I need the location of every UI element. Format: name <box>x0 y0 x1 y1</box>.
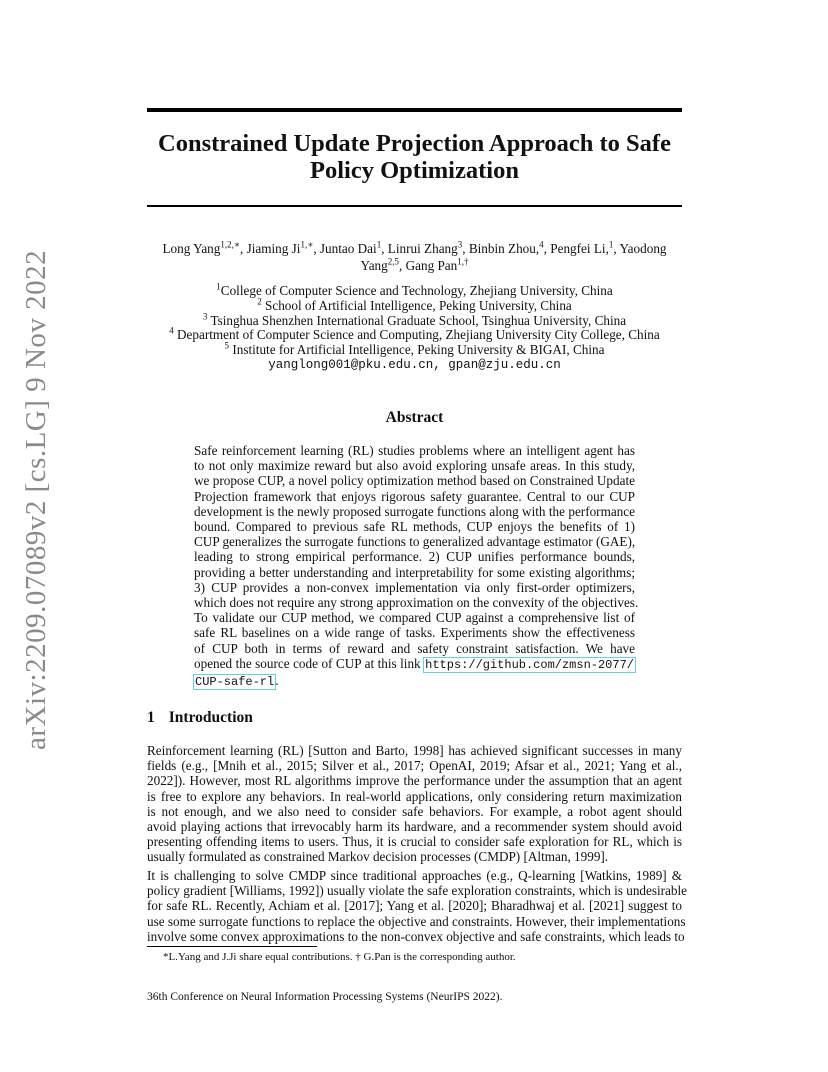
paragraph-line: 2022]). However, most RL algorithms improve the performance under the assumption that an agent <box>147 773 682 789</box>
intro-paragraph-2 <box>147 868 688 944</box>
intro-paragraph-1 <box>147 743 682 865</box>
paper-title <box>147 130 682 184</box>
abstract-line: Projection framework that enjoys rigorous safety guarantee. Central to our CUP <box>194 488 635 504</box>
footnote: *L.Yang and J.Ji share equal contributions. † G.Pan is the corresponding author. <box>163 951 516 963</box>
affiliation-1: $^1$College of Computer Science and Technology, Zhejiang University, China <box>216 281 613 298</box>
paragraph-line: for safe RL. Recently, Achiam et al. [2017]; Yang et al. [2020]; Bharadhwaj et al. [2021] suggest to <box>147 898 682 914</box>
section-heading <box>147 709 253 727</box>
conference-venue: 36th Conference on Neural Information Processing Systems (NeurIPS 2022). <box>147 991 503 1003</box>
affiliation-1-text: College of Computer Science and Technology, Zhejiang University, China <box>220 283 613 298</box>
paragraph-line: is not enough, and we also need to consider safe behaviors. For example, a robot agent should <box>147 803 682 819</box>
title-bottom-rule <box>147 205 682 207</box>
paragraph-line: policy gradient [Williams, 1992]) usually violate the safe exploration constraints, which is undesirable <box>147 883 688 899</box>
abstract-line: To validate our CUP method, we compared CUP against a comprehensive list of <box>194 610 635 626</box>
authors-line-2: Yang$^{2,5}$, Gang Pan$^{1,\dagger}$ <box>360 256 469 273</box>
section-title: Introduction <box>168 709 253 726</box>
abstract-line: of CUP both in terms of reward and safety constraint satisfaction. We have <box>194 640 635 656</box>
abstract-heading: Abstract <box>385 409 444 426</box>
abstract-line: providing a better understanding and interpretability for some existing algorithms; <box>194 564 635 580</box>
author-emails: yanglong001@pku.edu.cn, gpan@zju.edu.cn <box>268 357 561 372</box>
section-number: 1 <box>147 709 155 726</box>
abstract-line: leading to strong empirical performance. 2) CUP unifies performance bounds, <box>194 549 635 565</box>
author-list <box>147 240 682 274</box>
affiliation-3: $^3$ Tsinghua Shenzhen International Graduate School, Tsinghua University, China <box>202 311 627 328</box>
abstract-line: to not only maximize reward but also avoid exploring unsafe areas. In this study, <box>194 458 635 474</box>
arxiv-identifier: arXiv:2209.07089v2 [cs.LG] 9 Nov 2022 <box>20 249 52 750</box>
abstract-line: which does not require any strong approximation on the convexity of the objectives. <box>194 595 639 611</box>
abstract-line-last: CUP-safe-rl. <box>195 673 279 690</box>
title-line-2: Policy Optimization <box>310 157 519 184</box>
abstract-line-with-link <box>194 656 635 673</box>
abstract-line: we propose CUP, a novel policy optimization method based on Constrained Update <box>194 473 635 489</box>
abstract-body <box>194 443 639 690</box>
abstract-link-prefix: opened the source code of CUP at this link <box>194 655 425 671</box>
source-code-link-continued[interactable]: CUP-safe-rl <box>195 675 275 690</box>
abstract-line: safe RL baselines on a wide range of tasks. Experiments show the effectiveness <box>194 625 635 641</box>
abstract-line: 3) CUP provides a non-convex implementation via only first-order optimizers, <box>194 579 635 595</box>
title-top-rule <box>147 108 682 112</box>
abstract-line: CUP generalizes the surrogate functions to generalized advantage estimator (GAE), <box>194 534 636 550</box>
abstract-line: Safe reinforcement learning (RL) studies problems where an intelligent agent has <box>194 443 635 458</box>
affiliation-2-text: School of Artificial Intelligence, Peking University, China <box>265 297 572 313</box>
authors-line-1: Long Yang$^{1,2,∗}$, Jiaming $Ji^{1,∗}$, Juntao Dai$^1$, Linrui Zhang$^3$, Binbin Zhou,$^4$, Pengfei Li,$^1$, Yaodong <box>162 239 667 256</box>
source-code-link[interactable]: https://github.com/zmsn-2077/ <box>425 657 634 672</box>
paragraph-line: use some surrogate functions to replace the objective and constraints. However, their implementations <box>147 913 686 929</box>
abstract-line: development is the newly proposed surrogate functions along with the performance <box>194 503 635 519</box>
affiliation-4-text: Department of Computer Science and Computing, Zhejiang University City College, China <box>177 327 660 343</box>
abstract-line: bound. Compared to previous safe RL methods, CUP enjoys the benefits of 1) <box>194 519 635 535</box>
affiliation-5: $^5$ Institute for Artificial Intelligence, Peking University & BIGAI, China <box>224 340 605 358</box>
paragraph-line: It is challenging to solve CMDP since traditional approaches (e.g., Q-learning [Watkins, 1989] & <box>147 868 682 883</box>
affiliation-4: $^4$ Department of Computer Science and Computing, Zhejiang University City College, China <box>169 326 660 343</box>
paragraph-line: is free to explore any behaviors. In real-world applications, only considering return maximization <box>147 788 682 804</box>
paragraph-line: presenting offending items to users. Thus, it is crucial to consider safe exploration for RL, which is <box>147 834 682 850</box>
affiliation-3-text: Tsinghua Shenzhen International Graduate School, Tsinghua University, China <box>210 312 627 328</box>
paragraph-line: avoid playing actions that irrevocably harm its hardware, and a recommender system should avoid <box>147 819 682 835</box>
affiliation-5-text: Institute for Artificial Intelligence, Peking University & BIGAI, China <box>232 342 605 358</box>
paragraph-line: involve some convex approximations to the non-convex objective and safe constraints, which leads to <box>147 928 685 944</box>
title-line-1: Constrained Update Projection Approach to Safe <box>158 130 671 157</box>
paragraph-line: usually formulated as constrained Markov decision processes (CMDP) [Altman, 1999]. <box>147 849 609 865</box>
affiliation-2: $^2$ School of Artificial Intelligence, Peking University, China <box>257 296 572 313</box>
affiliations <box>147 281 682 373</box>
paragraph-line: fields (e.g., [Mnih et al., 2015; Silver et al., 2017; OpenAI, 2019; Afsar et al., 2021; Yang et al., <box>147 758 682 774</box>
paragraph-line: Reinforcement learning (RL) [Sutton and Barto, 1998] has achieved significant successes in many <box>147 743 682 758</box>
footnote-rule <box>147 946 317 947</box>
